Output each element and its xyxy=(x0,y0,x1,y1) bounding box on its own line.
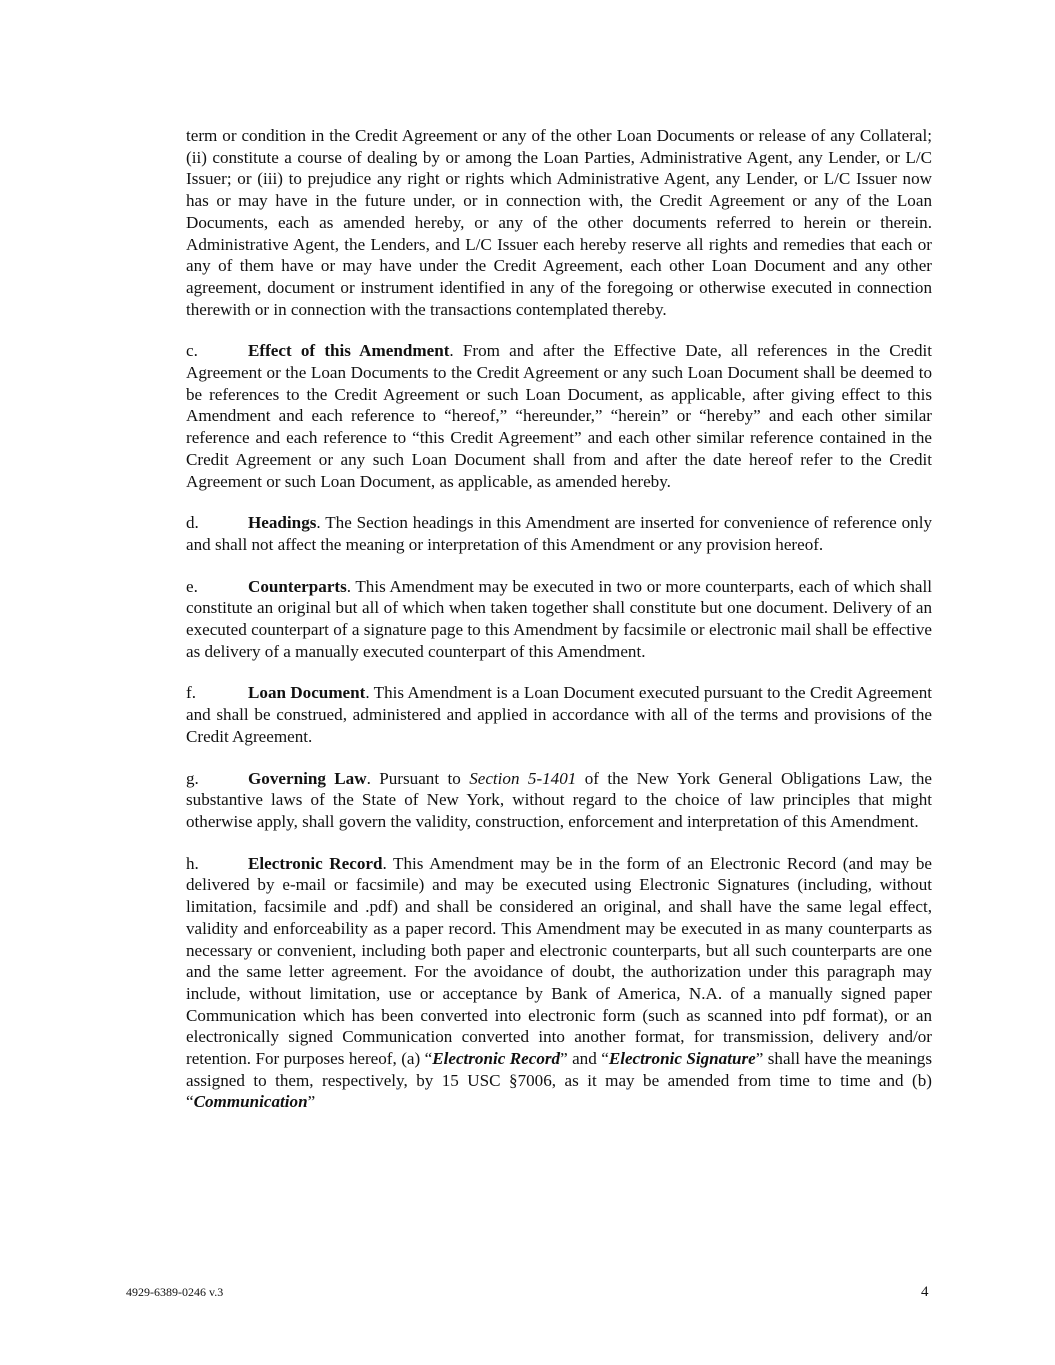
section-e-paragraph xyxy=(186,576,932,663)
section-e-label: e. xyxy=(186,576,198,596)
document-body xyxy=(186,125,932,1133)
section-e-heading: Counterparts xyxy=(248,576,347,596)
section-c-label: c. xyxy=(186,341,198,361)
section-h-heading: Electronic Record xyxy=(248,853,383,873)
section-f-label: f. xyxy=(186,683,196,703)
section-h-paragraph xyxy=(186,853,932,1113)
section-d-paragraph xyxy=(186,512,932,555)
section-h-text-2: ” and “ xyxy=(560,1049,609,1069)
section-f-text: . This Amendment is a Loan Document executed pursuant to the Credit Agreement and shall be construed, administered and applied in accordance with all of the terms and provisions of the Credit Agreement. xyxy=(186,683,932,746)
section-c-heading: Effect of this Amendment xyxy=(248,341,450,361)
section-h-text-4: ” xyxy=(307,1092,316,1112)
section-h-text-1: . This Amendment may be in the form of an Electronic Record (and may be delivered by e-mail or facsimile) and may be executed using Electronic Signatures (including, without limitation, facsimile and .pdf) and shall be considered an original, and shall have the same legal effect, validity and enforceability as a paper record. This Amendment may be executed in as many counterparts as necessary or convenient, including both paper and electronic counterparts, but all such counterparts are one and the same letter agreement. For the avoidance of doubt, the authorization under this paragraph may include, without limitation, use or acceptance by Bank of America, N.A. of a manually signed paper Communication which has been converted into electronic form (such as scanned into pdf format), or an electronically signed Communication converted into another format, for transmission, delivery and/or retention. For purposes hereof, (a) “ xyxy=(186,853,932,1069)
section-g-heading: Governing Law xyxy=(248,768,367,788)
section-g-paragraph xyxy=(186,768,932,833)
section-d-heading: Headings xyxy=(248,513,317,533)
section-c-text: . From and after the Effective Date, all references in the Credit Agreement or the Loan Documents to the Credit Agreement or any such Loan Document shall be deemed to be references to the Credit Agreement or such Loan Document, as applicable, after giving effect to this Amendment and each reference to “hereof,” “hereunder,” “herein” or “hereby” and each other similar reference and each reference to “this Credit Agreement” and each other similar reference contained in the Credit Agreement or any such Loan Document shall from and after the date hereof refer to the Credit Agreement or such Loan Document, as applicable, as amended hereby. xyxy=(186,341,932,491)
section-f-heading: Loan Document xyxy=(248,683,366,703)
section-h-term-communication: Communication xyxy=(193,1092,308,1112)
section-h-text-3: ” shall have the meanings assigned to them, respectively, by 15 USC §7006, as it may be amended from time to time and (b) “ xyxy=(186,1049,932,1112)
continuation-text: term or condition in the Credit Agreement or any of the other Loan Documents or release of any Collateral; (ii) constitute a course of dealing by or among the Loan Parties, Administrative Agent, any Lender, or L/C Issuer; or (iii) to prejudice any right or rights which Administrative Agent, any Lender, or L/C Issuer now has or may have in the future under, or in connection with, the Credit Agreement or any of the Loan Documents, each as amended hereby, or any of the other documents referred to herein or therein. Administrative Agent, the Lenders, and L/C Issuer each hereby reserve all rights and remedies that each or any of them have or may have under the Credit Agreement, each other Loan Document and any other agreement, document or instrument identified in any of the foregoing or otherwise executed in connection therewith or in connection with the transactions contemplated thereby. xyxy=(186,126,932,319)
section-d-label: d. xyxy=(186,513,199,533)
section-c-paragraph xyxy=(186,340,932,492)
section-d-text: . The Section headings in this Amendment are inserted for convenience of reference only and shall not affect the meaning or interpretation of this Amendment or any provision hereof. xyxy=(186,513,932,554)
continuation-paragraph xyxy=(186,125,932,320)
section-g-text-before: . Pursuant to xyxy=(366,768,470,788)
section-g-citation: Section 5-1401 xyxy=(469,768,577,788)
section-g-label: g. xyxy=(186,768,199,788)
section-h-term-electronic-signature: Electronic Signature xyxy=(608,1049,756,1069)
footer-document-id: 4929-6389-0246 v.3 xyxy=(126,1285,224,1299)
section-h-label: h. xyxy=(186,853,199,873)
page-number: 4 xyxy=(921,1284,929,1300)
section-e-text: . This Amendment may be executed in two or more counterparts, each of which shall constitute an original but all of which when taken together shall constitute but one document. Delivery of an executed counterpart of a signature page to this Amendment by facsimile or electronic mail shall be effective as delivery of a manually executed counterpart of this Amendment. xyxy=(186,576,932,661)
section-g-text-after: of the New York General Obligations Law, the substantive laws of the State of New York, without regard to the choice of law principles that might otherwise apply, shall govern the validity, construction, enforcement and interpretation of this Amendment. xyxy=(186,768,932,831)
section-h-term-electronic-record: Electronic Record xyxy=(432,1049,561,1069)
section-f-paragraph xyxy=(186,682,932,747)
